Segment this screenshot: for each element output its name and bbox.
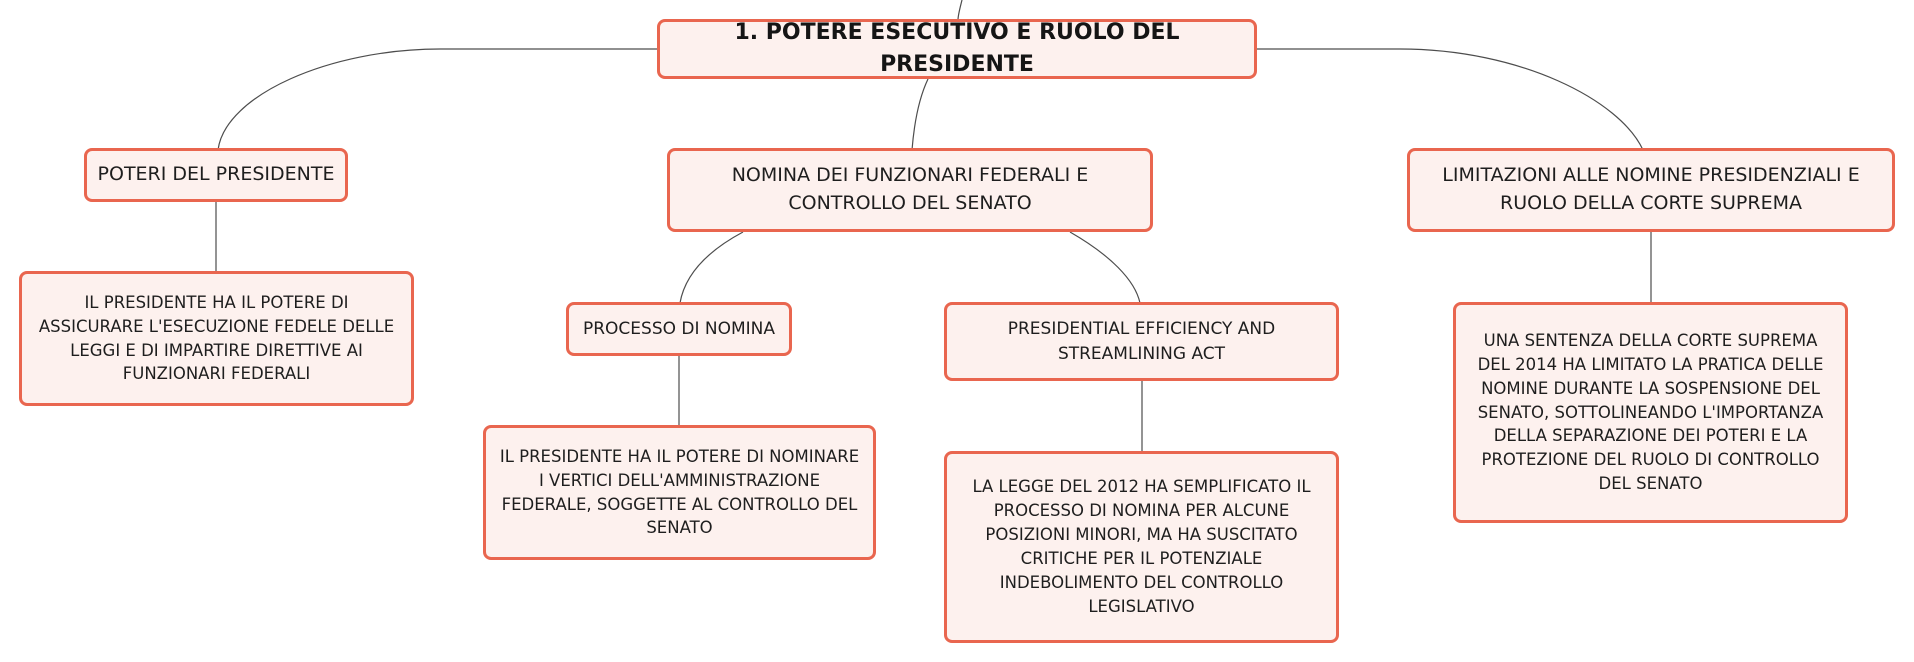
topic-label: LIMITAZIONI ALLE NOMINE PRESIDENZIALI E RUOLO DELLA CORTE SUPREMA bbox=[1442, 164, 1860, 214]
detail-label: IL PRESIDENTE HA IL POTERE DI ASSICURARE L'ESECUZIONE FEDELE DELLE LEGGI E DI IMPARTIRE DIRETTIVE AI FUNZIONARI FEDERALI bbox=[38, 292, 395, 384]
connector-root-limitazioni bbox=[1256, 49, 1643, 150]
topic-limitazioni-nomine[interactable] bbox=[1407, 148, 1895, 232]
topic-label: NOMINA DEI FUNZIONARI FEDERALI E CONTROLLO DEL SENATO bbox=[731, 164, 1089, 214]
root-topic-label: 1. POTERE ESECUTIVO E RUOLO DEL PRESIDENTE bbox=[734, 20, 1180, 77]
subtopic-processo-di-nomina[interactable] bbox=[566, 302, 792, 356]
connector-nomina-act bbox=[1070, 232, 1140, 303]
detail-label: LA LEGGE DEL 2012 HA SEMPLIFICATO IL PROCESSO DI NOMINA PER ALCUNE POSIZIONI MINORI, MA HA SUSCITATO CRITICHE PER IL POTENZIALE INDEBOLIMENTO DEL CONTROLLO LEGISLATIVO bbox=[972, 477, 1311, 616]
connector-root-nomina bbox=[912, 79, 928, 150]
detail-processo-di-nomina[interactable] bbox=[483, 425, 876, 560]
topic-label: POTERI DEL PRESIDENTE bbox=[97, 163, 335, 186]
root-topic-node[interactable] bbox=[657, 19, 1257, 79]
detail-poteri-del-presidente[interactable] bbox=[19, 271, 414, 406]
subtopic-presidential-efficiency-act[interactable] bbox=[944, 302, 1339, 381]
detail-presidential-efficiency-act[interactable] bbox=[944, 451, 1339, 643]
detail-limitazioni-nomine[interactable] bbox=[1453, 302, 1848, 523]
connector-nomina-processo bbox=[680, 232, 743, 303]
subtopic-label: PROCESSO DI NOMINA bbox=[582, 318, 776, 339]
detail-label: IL PRESIDENTE HA IL POTERE DI NOMINARE I VERTICI DELL'AMMINISTRAZIONE FEDERALE, SOGGETTE AL CONTROLLO DEL SENATO bbox=[499, 446, 860, 538]
topic-nomina-funzionari[interactable] bbox=[667, 148, 1153, 232]
connector-root-poteri bbox=[218, 49, 658, 150]
subtopic-label: PRESIDENTIAL EFFICIENCY AND STREAMLINING ACT bbox=[1007, 318, 1276, 364]
topic-poteri-del-presidente[interactable] bbox=[84, 148, 348, 202]
detail-label: UNA SENTENZA DELLA CORTE SUPREMA DEL 2014 HA LIMITATO LA PRATICA DELLE NOMINE DURANTE LA SOSPENSIONE DEL SENATO, SOTTOLINEANDO L'IMPORTANZA DELLA SEPARAZIONE DEI POTERI E LA PROTEZIONE DEL RUOLO DI CONTROLLO DEL SENATO bbox=[1477, 330, 1824, 494]
